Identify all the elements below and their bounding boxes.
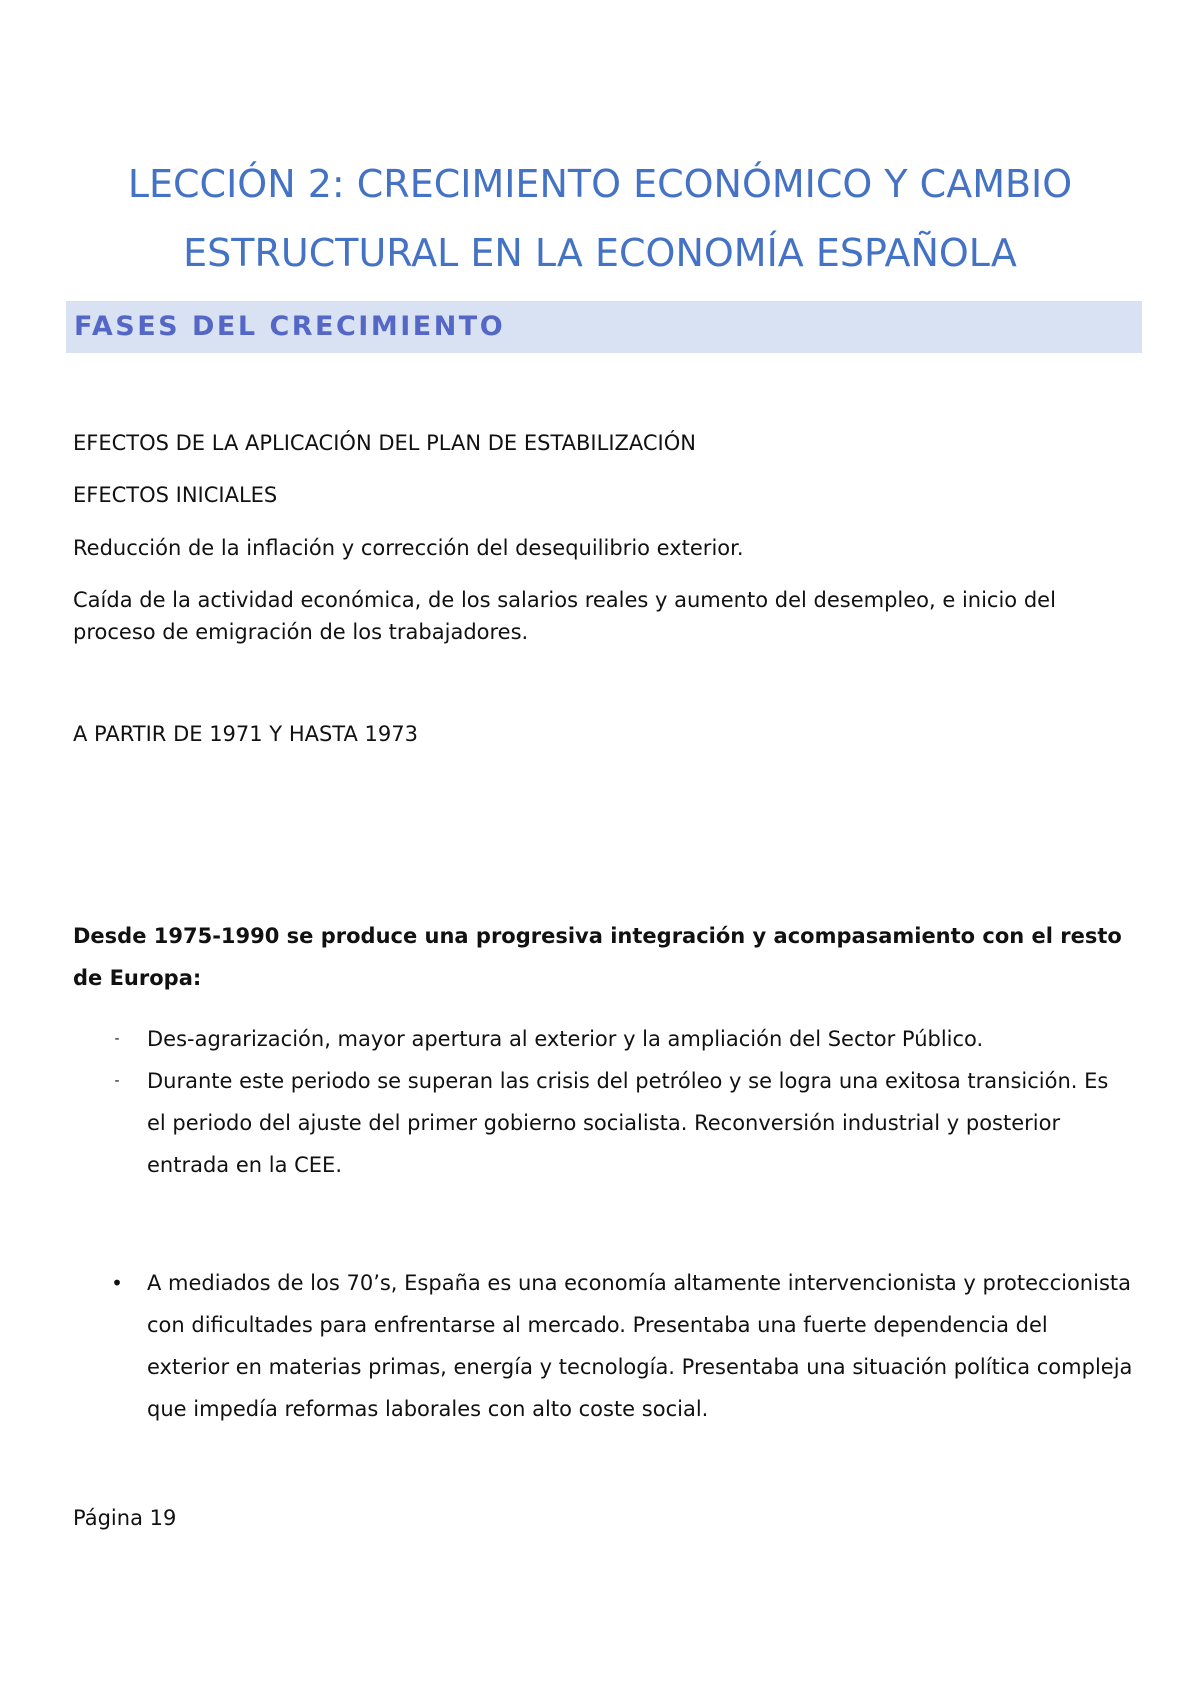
bold-intro-1975-1990: Desde 1975-1990 se produce una progresiva integración y acompasamiento con el resto de Europa: — [73, 924, 1122, 990]
list-item — [73, 1018, 1133, 1060]
list-item — [73, 1262, 1133, 1430]
bullet-marker: • — [111, 1271, 123, 1295]
section-heading-band — [66, 301, 1142, 353]
list-item-text: A mediados de los 70’s, España es una economía altamente intervencionista y proteccionista con dificultades para enfrentarse al mercado. Presentaba una fuerte dependencia del exterior en materias primas, energía y tecnología. Presentaba una situación política compleja que impedía reformas laborales con alto coste social. — [147, 1271, 1133, 1421]
paragraph-efectos-iniciales: EFECTOS INICIALES — [73, 483, 278, 507]
page-number: Página 19 — [73, 1506, 177, 1530]
list-item-text: Des-agrarización, mayor apertura al exterior y la ampliación del Sector Público. — [147, 1027, 984, 1051]
paragraph-reduccion-inflacion: Reducción de la inflación y corrección del desequilibrio exterior. — [73, 536, 744, 560]
document-title: LECCIÓN 2: CRECIMIENTO ECONÓMICO Y CAMBIO ESTRUCTURAL EN LA ECONOMÍA ESPAÑOLA — [127, 162, 1073, 275]
dash-marker: - — [114, 1073, 120, 1089]
dash-marker: - — [114, 1031, 120, 1047]
list-item-text: Durante este periodo se superan las crisis del petróleo y se logra una exitosa transición. Es el periodo del ajuste del primer gobierno socialista. Reconversión industrial y posterior entrada en la CEE. — [147, 1069, 1109, 1177]
paragraph-caida-actividad: Caída de la actividad económica, de los salarios reales y aumento del desempleo, e inicio del proceso de emigración de los trabajadores. — [73, 588, 1056, 644]
paragraph-plan-estabilizacion: EFECTOS DE LA APLICACIÓN DEL PLAN DE ESTABILIZACIÓN — [73, 431, 696, 455]
list-item — [73, 1060, 1133, 1186]
section-heading: FASES DEL CRECIMIENTO — [74, 311, 506, 342]
bullet-list — [73, 1262, 1133, 1430]
paragraph-1971-1973: A PARTIR DE 1971 Y HASTA 1973 — [73, 722, 418, 746]
dash-list — [73, 1018, 1133, 1186]
